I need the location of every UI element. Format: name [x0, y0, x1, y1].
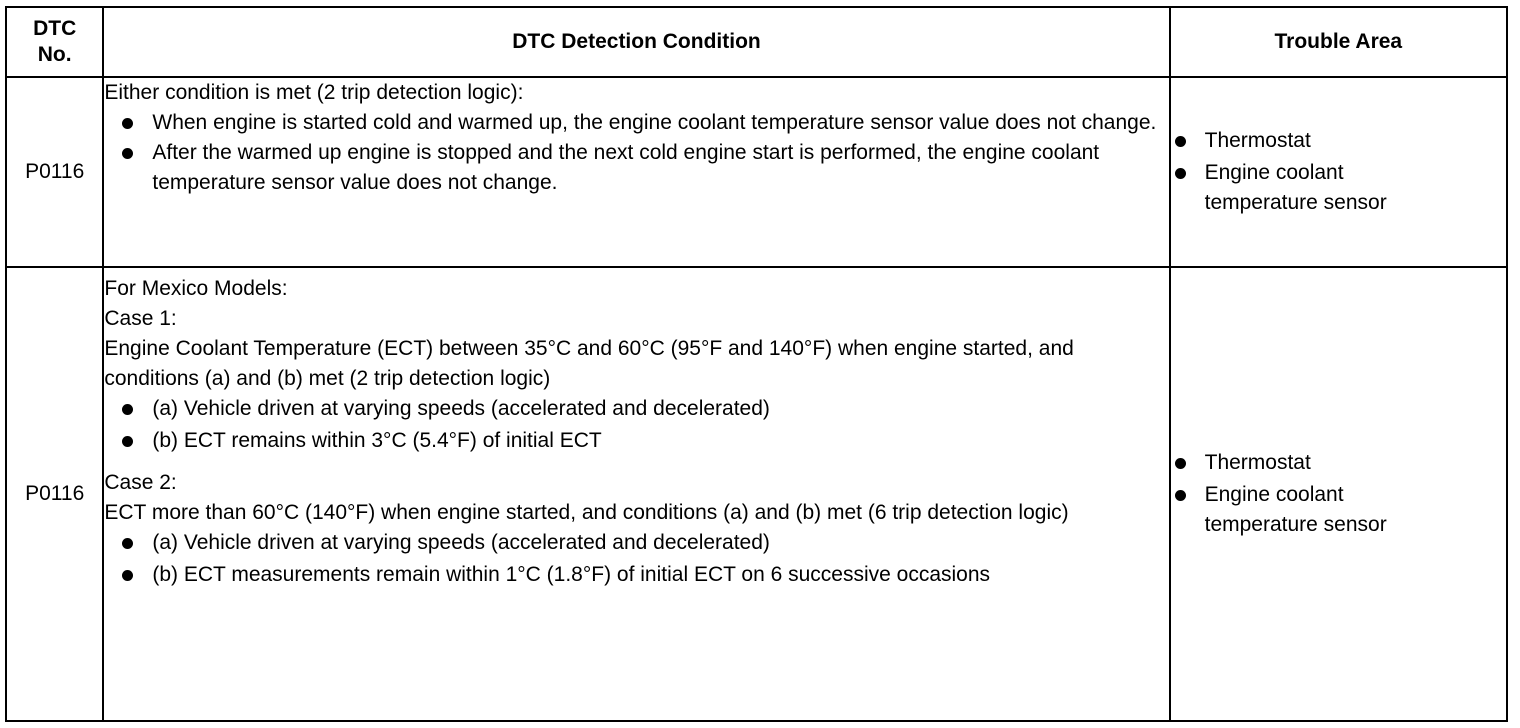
bullet-dot-icon: [1175, 458, 1186, 469]
list-item: Engine coolant temperature sensor: [1171, 480, 1506, 540]
table-row: [6, 267, 1507, 721]
bullet-dot-icon: [122, 148, 133, 159]
list-item: (b) ECT remains within 3°C (5.4°F) of initial ECT: [104, 426, 1168, 456]
list-item: After the warmed up engine is stopped and the next cold engine start is performed, the engine coolant temperature sensor value does not change.: [104, 138, 1168, 198]
bullet-dot-icon: [122, 436, 133, 447]
bullet-dot-icon: [1175, 136, 1186, 147]
trouble-area-list: [1171, 448, 1506, 540]
list-item: (b) ECT measurements remain within 1°C (1.8°F) of initial ECT on 6 successive occasions: [104, 560, 1168, 590]
header-dtc-no: DTC No.: [6, 7, 103, 77]
bullet-dot-icon: [122, 570, 133, 581]
condition-list: [104, 394, 1168, 456]
header-detection-condition: DTC Detection Condition: [103, 7, 1169, 77]
list-item: Engine coolant temperature sensor: [1171, 158, 1506, 218]
trouble-area-list: [1171, 126, 1506, 218]
dtc-code: P0116: [6, 77, 103, 267]
bullet-dot-icon: [1175, 168, 1186, 179]
header-trouble-area: Trouble Area: [1170, 7, 1507, 77]
dtc-table: [5, 6, 1508, 722]
list-item: (a) Vehicle driven at varying speeds (accelerated and decelerated): [104, 528, 1168, 558]
table-row: [6, 77, 1507, 267]
condition-list: [104, 108, 1168, 198]
list-item: Thermostat: [1171, 448, 1506, 478]
trouble-area-cell: [1170, 267, 1507, 721]
list-item: (a) Vehicle driven at varying speeds (accelerated and decelerated): [104, 394, 1168, 424]
trouble-area-cell: [1170, 77, 1507, 267]
bullet-dot-icon: [122, 538, 133, 549]
list-item: Thermostat: [1171, 126, 1506, 156]
condition-intro: Either condition is met (2 trip detection logic):: [104, 81, 524, 104]
case-text: ECT more than 60°C (140°F) when engine started, and conditions (a) and (b) met (6 trip detection logic): [104, 501, 1069, 524]
bullet-dot-icon: [122, 404, 133, 415]
detection-condition-cell: [103, 267, 1169, 721]
detection-condition-cell: [103, 77, 1169, 267]
condition-list: [104, 528, 1168, 590]
case-text: Engine Coolant Temperature (ECT) between 35°C and 60°C (95°F and 140°F) when engine started, and conditions (a) and (b) met (2 trip detection logic): [104, 337, 1074, 390]
bullet-dot-icon: [1175, 490, 1186, 501]
dtc-code: P0116: [6, 267, 103, 721]
case-label: Case 1:: [104, 307, 177, 330]
table-header-row: [6, 7, 1507, 77]
list-item: When engine is started cold and warmed up, the engine coolant temperature sensor value does not change.: [104, 108, 1168, 138]
case-label: Case 2:: [104, 471, 177, 494]
bullet-dot-icon: [122, 118, 133, 129]
condition-title: For Mexico Models:: [104, 277, 288, 300]
